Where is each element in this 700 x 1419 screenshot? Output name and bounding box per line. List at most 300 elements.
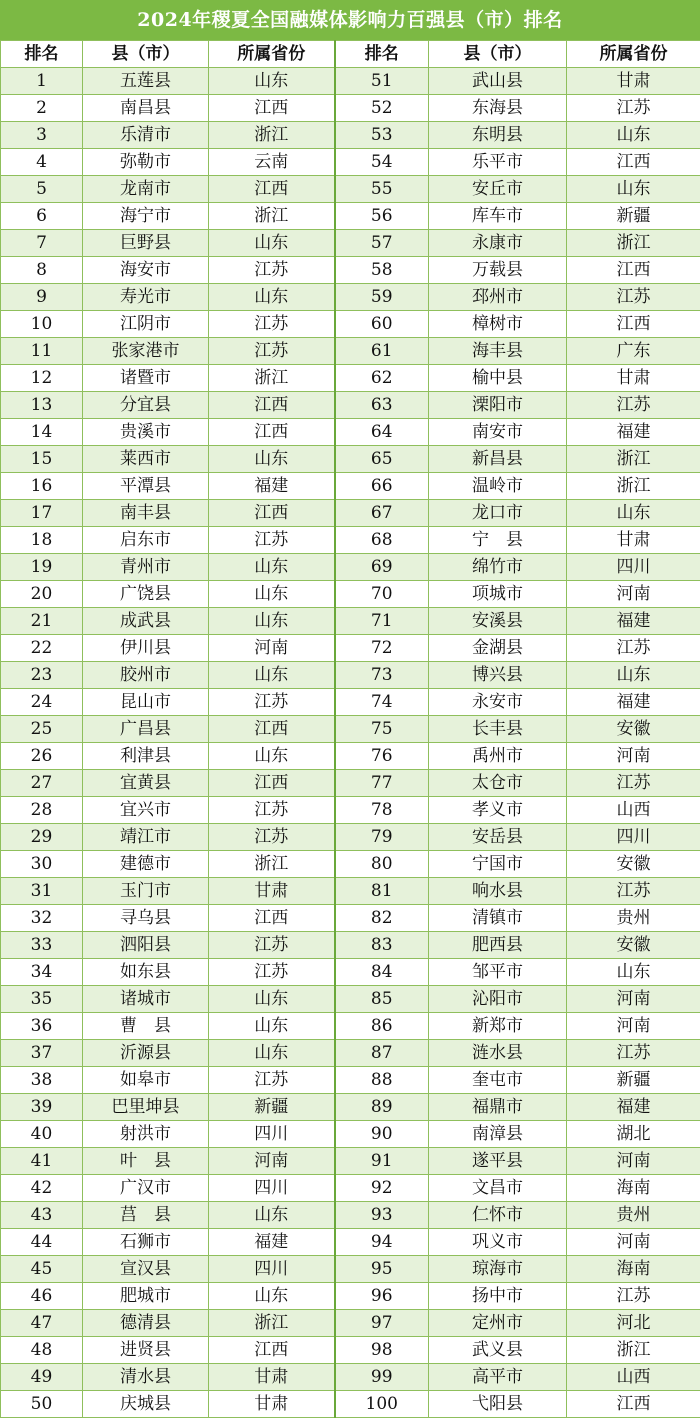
province-cell: 河南 — [567, 581, 700, 608]
county-cell: 文昌市 — [429, 1175, 567, 1202]
rank-cell: 46 — [1, 1283, 83, 1310]
table-row — [1, 122, 700, 149]
rank-cell: 37 — [1, 1040, 83, 1067]
province-cell: 山东 — [209, 554, 335, 581]
table-row — [1, 581, 700, 608]
table-row — [1, 851, 700, 878]
table-row — [1, 1229, 700, 1256]
province-cell: 江苏 — [209, 257, 335, 284]
rank-cell: 54 — [335, 149, 429, 176]
province-cell: 江西 — [567, 149, 700, 176]
county-cell: 巩义市 — [429, 1229, 567, 1256]
county-cell: 孝义市 — [429, 797, 567, 824]
rank-cell: 79 — [335, 824, 429, 851]
rank-cell: 68 — [335, 527, 429, 554]
county-cell: 江阴市 — [83, 311, 209, 338]
rank-cell: 66 — [335, 473, 429, 500]
county-cell: 海宁市 — [83, 203, 209, 230]
province-cell: 山东 — [209, 68, 335, 95]
rank-cell: 88 — [335, 1067, 429, 1094]
rank-cell: 41 — [1, 1148, 83, 1175]
county-cell: 射洪市 — [83, 1121, 209, 1148]
county-cell: 涟水县 — [429, 1040, 567, 1067]
rank-cell: 32 — [1, 905, 83, 932]
rank-cell: 50 — [1, 1391, 83, 1418]
county-cell: 广昌县 — [83, 716, 209, 743]
table-row — [1, 959, 700, 986]
province-cell: 山东 — [209, 1040, 335, 1067]
county-cell: 张家港市 — [83, 338, 209, 365]
county-cell: 清水县 — [83, 1364, 209, 1391]
county-cell: 叶 县 — [83, 1148, 209, 1175]
county-cell: 青州市 — [83, 554, 209, 581]
table-row — [1, 1121, 700, 1148]
province-cell: 江西 — [209, 392, 335, 419]
table-row — [1, 635, 700, 662]
province-cell: 山东 — [209, 581, 335, 608]
table-row — [1, 1337, 700, 1364]
province-cell: 甘肃 — [567, 68, 700, 95]
county-cell: 温岭市 — [429, 473, 567, 500]
county-cell: 邹平市 — [429, 959, 567, 986]
county-cell: 长丰县 — [429, 716, 567, 743]
rank-cell: 100 — [335, 1391, 429, 1418]
province-cell: 贵州 — [567, 1202, 700, 1229]
rank-cell: 98 — [335, 1337, 429, 1364]
rank-cell: 13 — [1, 392, 83, 419]
province-cell: 甘肃 — [567, 365, 700, 392]
county-cell: 莱西市 — [83, 446, 209, 473]
rank-cell: 56 — [335, 203, 429, 230]
province-cell: 江苏 — [567, 1040, 700, 1067]
province-cell: 江西 — [209, 419, 335, 446]
table-row — [1, 68, 700, 95]
province-cell: 四川 — [209, 1121, 335, 1148]
rank-cell: 64 — [335, 419, 429, 446]
province-cell: 四川 — [209, 1175, 335, 1202]
table-row — [1, 311, 700, 338]
county-cell: 五莲县 — [83, 68, 209, 95]
province-cell: 山东 — [209, 1283, 335, 1310]
rank-cell: 9 — [1, 284, 83, 311]
county-cell: 建德市 — [83, 851, 209, 878]
county-cell: 永安市 — [429, 689, 567, 716]
province-cell: 江西 — [209, 500, 335, 527]
county-cell: 仁怀市 — [429, 1202, 567, 1229]
ranking-table — [0, 40, 700, 1418]
county-cell: 龙南市 — [83, 176, 209, 203]
rank-cell: 5 — [1, 176, 83, 203]
table-row — [1, 878, 700, 905]
county-cell: 巨野县 — [83, 230, 209, 257]
rank-cell: 48 — [1, 1337, 83, 1364]
table-row — [1, 608, 700, 635]
province-cell: 广东 — [567, 338, 700, 365]
rank-cell: 69 — [335, 554, 429, 581]
table-row — [1, 203, 700, 230]
province-cell: 江苏 — [209, 959, 335, 986]
county-cell: 宣汉县 — [83, 1256, 209, 1283]
province-cell: 浙江 — [567, 230, 700, 257]
county-cell: 高平市 — [429, 1364, 567, 1391]
county-cell: 琼海市 — [429, 1256, 567, 1283]
table-row — [1, 230, 700, 257]
rank-cell: 8 — [1, 257, 83, 284]
rank-cell: 44 — [1, 1229, 83, 1256]
rank-cell: 89 — [335, 1094, 429, 1121]
county-cell: 南漳县 — [429, 1121, 567, 1148]
rank-cell: 21 — [1, 608, 83, 635]
province-cell: 云南 — [209, 149, 335, 176]
rank-cell: 15 — [1, 446, 83, 473]
rank-cell: 75 — [335, 716, 429, 743]
table-row — [1, 1283, 700, 1310]
rank-cell: 28 — [1, 797, 83, 824]
province-cell: 山东 — [567, 500, 700, 527]
rank-cell: 77 — [335, 770, 429, 797]
county-cell: 广饶县 — [83, 581, 209, 608]
county-cell: 巴里坤县 — [83, 1094, 209, 1121]
header-province: 所属省份 — [567, 41, 700, 68]
rank-cell: 27 — [1, 770, 83, 797]
province-cell: 山东 — [209, 284, 335, 311]
county-cell: 遂平县 — [429, 1148, 567, 1175]
rank-cell: 1 — [1, 68, 83, 95]
county-cell: 宁国市 — [429, 851, 567, 878]
rank-cell: 20 — [1, 581, 83, 608]
county-cell: 邳州市 — [429, 284, 567, 311]
rank-cell: 82 — [335, 905, 429, 932]
rank-cell: 74 — [335, 689, 429, 716]
county-cell: 新昌县 — [429, 446, 567, 473]
province-cell: 新疆 — [209, 1094, 335, 1121]
province-cell: 福建 — [209, 1229, 335, 1256]
county-cell: 诸暨市 — [83, 365, 209, 392]
province-cell: 河南 — [567, 986, 700, 1013]
county-cell: 胶州市 — [83, 662, 209, 689]
county-cell: 靖江市 — [83, 824, 209, 851]
rank-cell: 83 — [335, 932, 429, 959]
rank-cell: 33 — [1, 932, 83, 959]
table-row — [1, 284, 700, 311]
rank-cell: 96 — [335, 1283, 429, 1310]
province-cell: 河北 — [567, 1310, 700, 1337]
province-cell: 海南 — [567, 1256, 700, 1283]
province-cell: 甘肃 — [567, 527, 700, 554]
county-cell: 安丘市 — [429, 176, 567, 203]
rank-cell: 51 — [335, 68, 429, 95]
rank-cell: 26 — [1, 743, 83, 770]
county-cell: 安岳县 — [429, 824, 567, 851]
rank-cell: 85 — [335, 986, 429, 1013]
county-cell: 宜黄县 — [83, 770, 209, 797]
rank-cell: 67 — [335, 500, 429, 527]
rank-cell: 4 — [1, 149, 83, 176]
county-cell: 弋阳县 — [429, 1391, 567, 1418]
rank-cell: 93 — [335, 1202, 429, 1229]
province-cell: 江西 — [209, 1337, 335, 1364]
county-cell: 泗阳县 — [83, 932, 209, 959]
province-cell: 江苏 — [567, 1283, 700, 1310]
county-cell: 昆山市 — [83, 689, 209, 716]
county-cell: 成武县 — [83, 608, 209, 635]
rank-cell: 99 — [335, 1364, 429, 1391]
rank-cell: 97 — [335, 1310, 429, 1337]
county-cell: 东明县 — [429, 122, 567, 149]
province-cell: 山东 — [567, 176, 700, 203]
county-cell: 寿光市 — [83, 284, 209, 311]
province-cell: 四川 — [567, 554, 700, 581]
province-cell: 福建 — [567, 419, 700, 446]
rank-cell: 7 — [1, 230, 83, 257]
county-cell: 庆城县 — [83, 1391, 209, 1418]
rank-cell: 86 — [335, 1013, 429, 1040]
table-row — [1, 1391, 700, 1418]
rank-cell: 29 — [1, 824, 83, 851]
province-cell: 江苏 — [209, 1067, 335, 1094]
province-cell: 安徽 — [567, 716, 700, 743]
province-cell: 山东 — [209, 743, 335, 770]
table-row — [1, 662, 700, 689]
rank-cell: 12 — [1, 365, 83, 392]
province-cell: 四川 — [209, 1256, 335, 1283]
province-cell: 江苏 — [209, 824, 335, 851]
province-cell: 浙江 — [209, 122, 335, 149]
county-cell: 启东市 — [83, 527, 209, 554]
province-cell: 新疆 — [567, 203, 700, 230]
rank-cell: 45 — [1, 1256, 83, 1283]
rank-cell: 57 — [335, 230, 429, 257]
county-cell: 伊川县 — [83, 635, 209, 662]
county-cell: 永康市 — [429, 230, 567, 257]
county-cell: 龙口市 — [429, 500, 567, 527]
province-cell: 湖北 — [567, 1121, 700, 1148]
header-rank: 排名 — [1, 41, 83, 68]
province-cell: 江西 — [209, 95, 335, 122]
province-cell: 山东 — [567, 122, 700, 149]
rank-cell: 61 — [335, 338, 429, 365]
rank-cell: 59 — [335, 284, 429, 311]
county-cell: 平潭县 — [83, 473, 209, 500]
county-cell: 新郑市 — [429, 1013, 567, 1040]
rank-cell: 94 — [335, 1229, 429, 1256]
table-row — [1, 149, 700, 176]
province-cell: 海南 — [567, 1175, 700, 1202]
province-cell: 浙江 — [567, 473, 700, 500]
province-cell: 河南 — [209, 1148, 335, 1175]
county-cell: 玉门市 — [83, 878, 209, 905]
rank-cell: 24 — [1, 689, 83, 716]
county-cell: 万载县 — [429, 257, 567, 284]
province-cell: 甘肃 — [209, 1364, 335, 1391]
table-row — [1, 1175, 700, 1202]
province-cell: 浙江 — [209, 203, 335, 230]
county-cell: 南丰县 — [83, 500, 209, 527]
county-cell: 利津县 — [83, 743, 209, 770]
province-cell: 福建 — [567, 1094, 700, 1121]
table-row — [1, 1256, 700, 1283]
province-cell: 贵州 — [567, 905, 700, 932]
province-cell: 江苏 — [567, 392, 700, 419]
rank-cell: 72 — [335, 635, 429, 662]
table-row — [1, 1094, 700, 1121]
province-cell: 江苏 — [567, 95, 700, 122]
rank-cell: 30 — [1, 851, 83, 878]
table-row — [1, 338, 700, 365]
province-cell: 江苏 — [567, 635, 700, 662]
county-cell: 武义县 — [429, 1337, 567, 1364]
province-cell: 江西 — [209, 716, 335, 743]
rank-cell: 17 — [1, 500, 83, 527]
rank-cell: 2 — [1, 95, 83, 122]
rank-cell: 58 — [335, 257, 429, 284]
table-row — [1, 824, 700, 851]
province-cell: 山东 — [209, 230, 335, 257]
county-cell: 武山县 — [429, 68, 567, 95]
province-cell: 甘肃 — [209, 878, 335, 905]
table-row — [1, 95, 700, 122]
rank-cell: 14 — [1, 419, 83, 446]
province-cell: 江苏 — [567, 284, 700, 311]
province-cell: 福建 — [209, 473, 335, 500]
province-cell: 江苏 — [209, 689, 335, 716]
county-cell: 莒 县 — [83, 1202, 209, 1229]
table-row — [1, 446, 700, 473]
province-cell: 江苏 — [209, 338, 335, 365]
rank-cell: 71 — [335, 608, 429, 635]
rank-cell: 22 — [1, 635, 83, 662]
table-row — [1, 743, 700, 770]
rank-cell: 70 — [335, 581, 429, 608]
province-cell: 河南 — [567, 743, 700, 770]
province-cell: 福建 — [567, 689, 700, 716]
province-cell: 山东 — [209, 608, 335, 635]
province-cell: 福建 — [567, 608, 700, 635]
province-cell: 山东 — [567, 959, 700, 986]
province-cell: 四川 — [567, 824, 700, 851]
county-cell: 进贤县 — [83, 1337, 209, 1364]
county-cell: 安溪县 — [429, 608, 567, 635]
table-row — [1, 770, 700, 797]
rank-cell: 16 — [1, 473, 83, 500]
county-cell: 奎屯市 — [429, 1067, 567, 1094]
table-row — [1, 932, 700, 959]
province-cell: 江苏 — [567, 770, 700, 797]
rank-cell: 25 — [1, 716, 83, 743]
table-row — [1, 1202, 700, 1229]
county-cell: 诸城市 — [83, 986, 209, 1013]
province-cell: 江西 — [567, 311, 700, 338]
county-cell: 弥勒市 — [83, 149, 209, 176]
header-county: 县（市） — [83, 41, 209, 68]
rank-cell: 78 — [335, 797, 429, 824]
table-row — [1, 986, 700, 1013]
table-row — [1, 500, 700, 527]
province-cell: 江苏 — [209, 797, 335, 824]
rank-cell: 73 — [335, 662, 429, 689]
table-row — [1, 473, 700, 500]
rank-cell: 95 — [335, 1256, 429, 1283]
province-cell: 河南 — [567, 1148, 700, 1175]
rank-cell: 3 — [1, 122, 83, 149]
county-cell: 宜兴市 — [83, 797, 209, 824]
province-cell: 江苏 — [209, 311, 335, 338]
province-cell: 江西 — [567, 1391, 700, 1418]
province-cell: 河南 — [209, 635, 335, 662]
rank-cell: 39 — [1, 1094, 83, 1121]
county-cell: 溧阳市 — [429, 392, 567, 419]
rank-cell: 49 — [1, 1364, 83, 1391]
rank-cell: 23 — [1, 662, 83, 689]
rank-cell: 60 — [335, 311, 429, 338]
county-cell: 扬中市 — [429, 1283, 567, 1310]
province-cell: 安徽 — [567, 932, 700, 959]
province-cell: 山东 — [209, 1202, 335, 1229]
table-row — [1, 797, 700, 824]
rank-cell: 31 — [1, 878, 83, 905]
county-cell: 禹州市 — [429, 743, 567, 770]
province-cell: 山东 — [209, 446, 335, 473]
province-cell: 河南 — [567, 1229, 700, 1256]
county-cell: 福鼎市 — [429, 1094, 567, 1121]
province-cell: 浙江 — [209, 365, 335, 392]
county-cell: 寻乌县 — [83, 905, 209, 932]
county-cell: 沁阳市 — [429, 986, 567, 1013]
rank-cell: 62 — [335, 365, 429, 392]
province-cell: 浙江 — [567, 1337, 700, 1364]
table-header-row — [1, 41, 700, 68]
rank-cell: 18 — [1, 527, 83, 554]
rank-cell: 11 — [1, 338, 83, 365]
province-cell: 山西 — [567, 1364, 700, 1391]
county-cell: 宁 县 — [429, 527, 567, 554]
table-row — [1, 1364, 700, 1391]
table-row — [1, 905, 700, 932]
rank-cell: 84 — [335, 959, 429, 986]
rank-cell: 6 — [1, 203, 83, 230]
province-cell: 江西 — [209, 905, 335, 932]
county-cell: 榆中县 — [429, 365, 567, 392]
rank-cell: 42 — [1, 1175, 83, 1202]
rank-cell: 40 — [1, 1121, 83, 1148]
rank-cell: 92 — [335, 1175, 429, 1202]
county-cell: 太仓市 — [429, 770, 567, 797]
rank-cell: 52 — [335, 95, 429, 122]
county-cell: 定州市 — [429, 1310, 567, 1337]
rank-cell: 36 — [1, 1013, 83, 1040]
rank-cell: 10 — [1, 311, 83, 338]
rank-cell: 43 — [1, 1202, 83, 1229]
county-cell: 肥城市 — [83, 1283, 209, 1310]
county-cell: 樟树市 — [429, 311, 567, 338]
county-cell: 乐平市 — [429, 149, 567, 176]
rank-cell: 53 — [335, 122, 429, 149]
county-cell: 博兴县 — [429, 662, 567, 689]
province-cell: 甘肃 — [209, 1391, 335, 1418]
province-cell: 浙江 — [209, 851, 335, 878]
rank-cell: 91 — [335, 1148, 429, 1175]
rank-cell: 47 — [1, 1310, 83, 1337]
table-row — [1, 1067, 700, 1094]
table-row — [1, 689, 700, 716]
rank-cell: 90 — [335, 1121, 429, 1148]
table-row — [1, 419, 700, 446]
rank-cell: 38 — [1, 1067, 83, 1094]
table-row — [1, 1040, 700, 1067]
table-row — [1, 176, 700, 203]
table-row — [1, 365, 700, 392]
rank-cell: 35 — [1, 986, 83, 1013]
